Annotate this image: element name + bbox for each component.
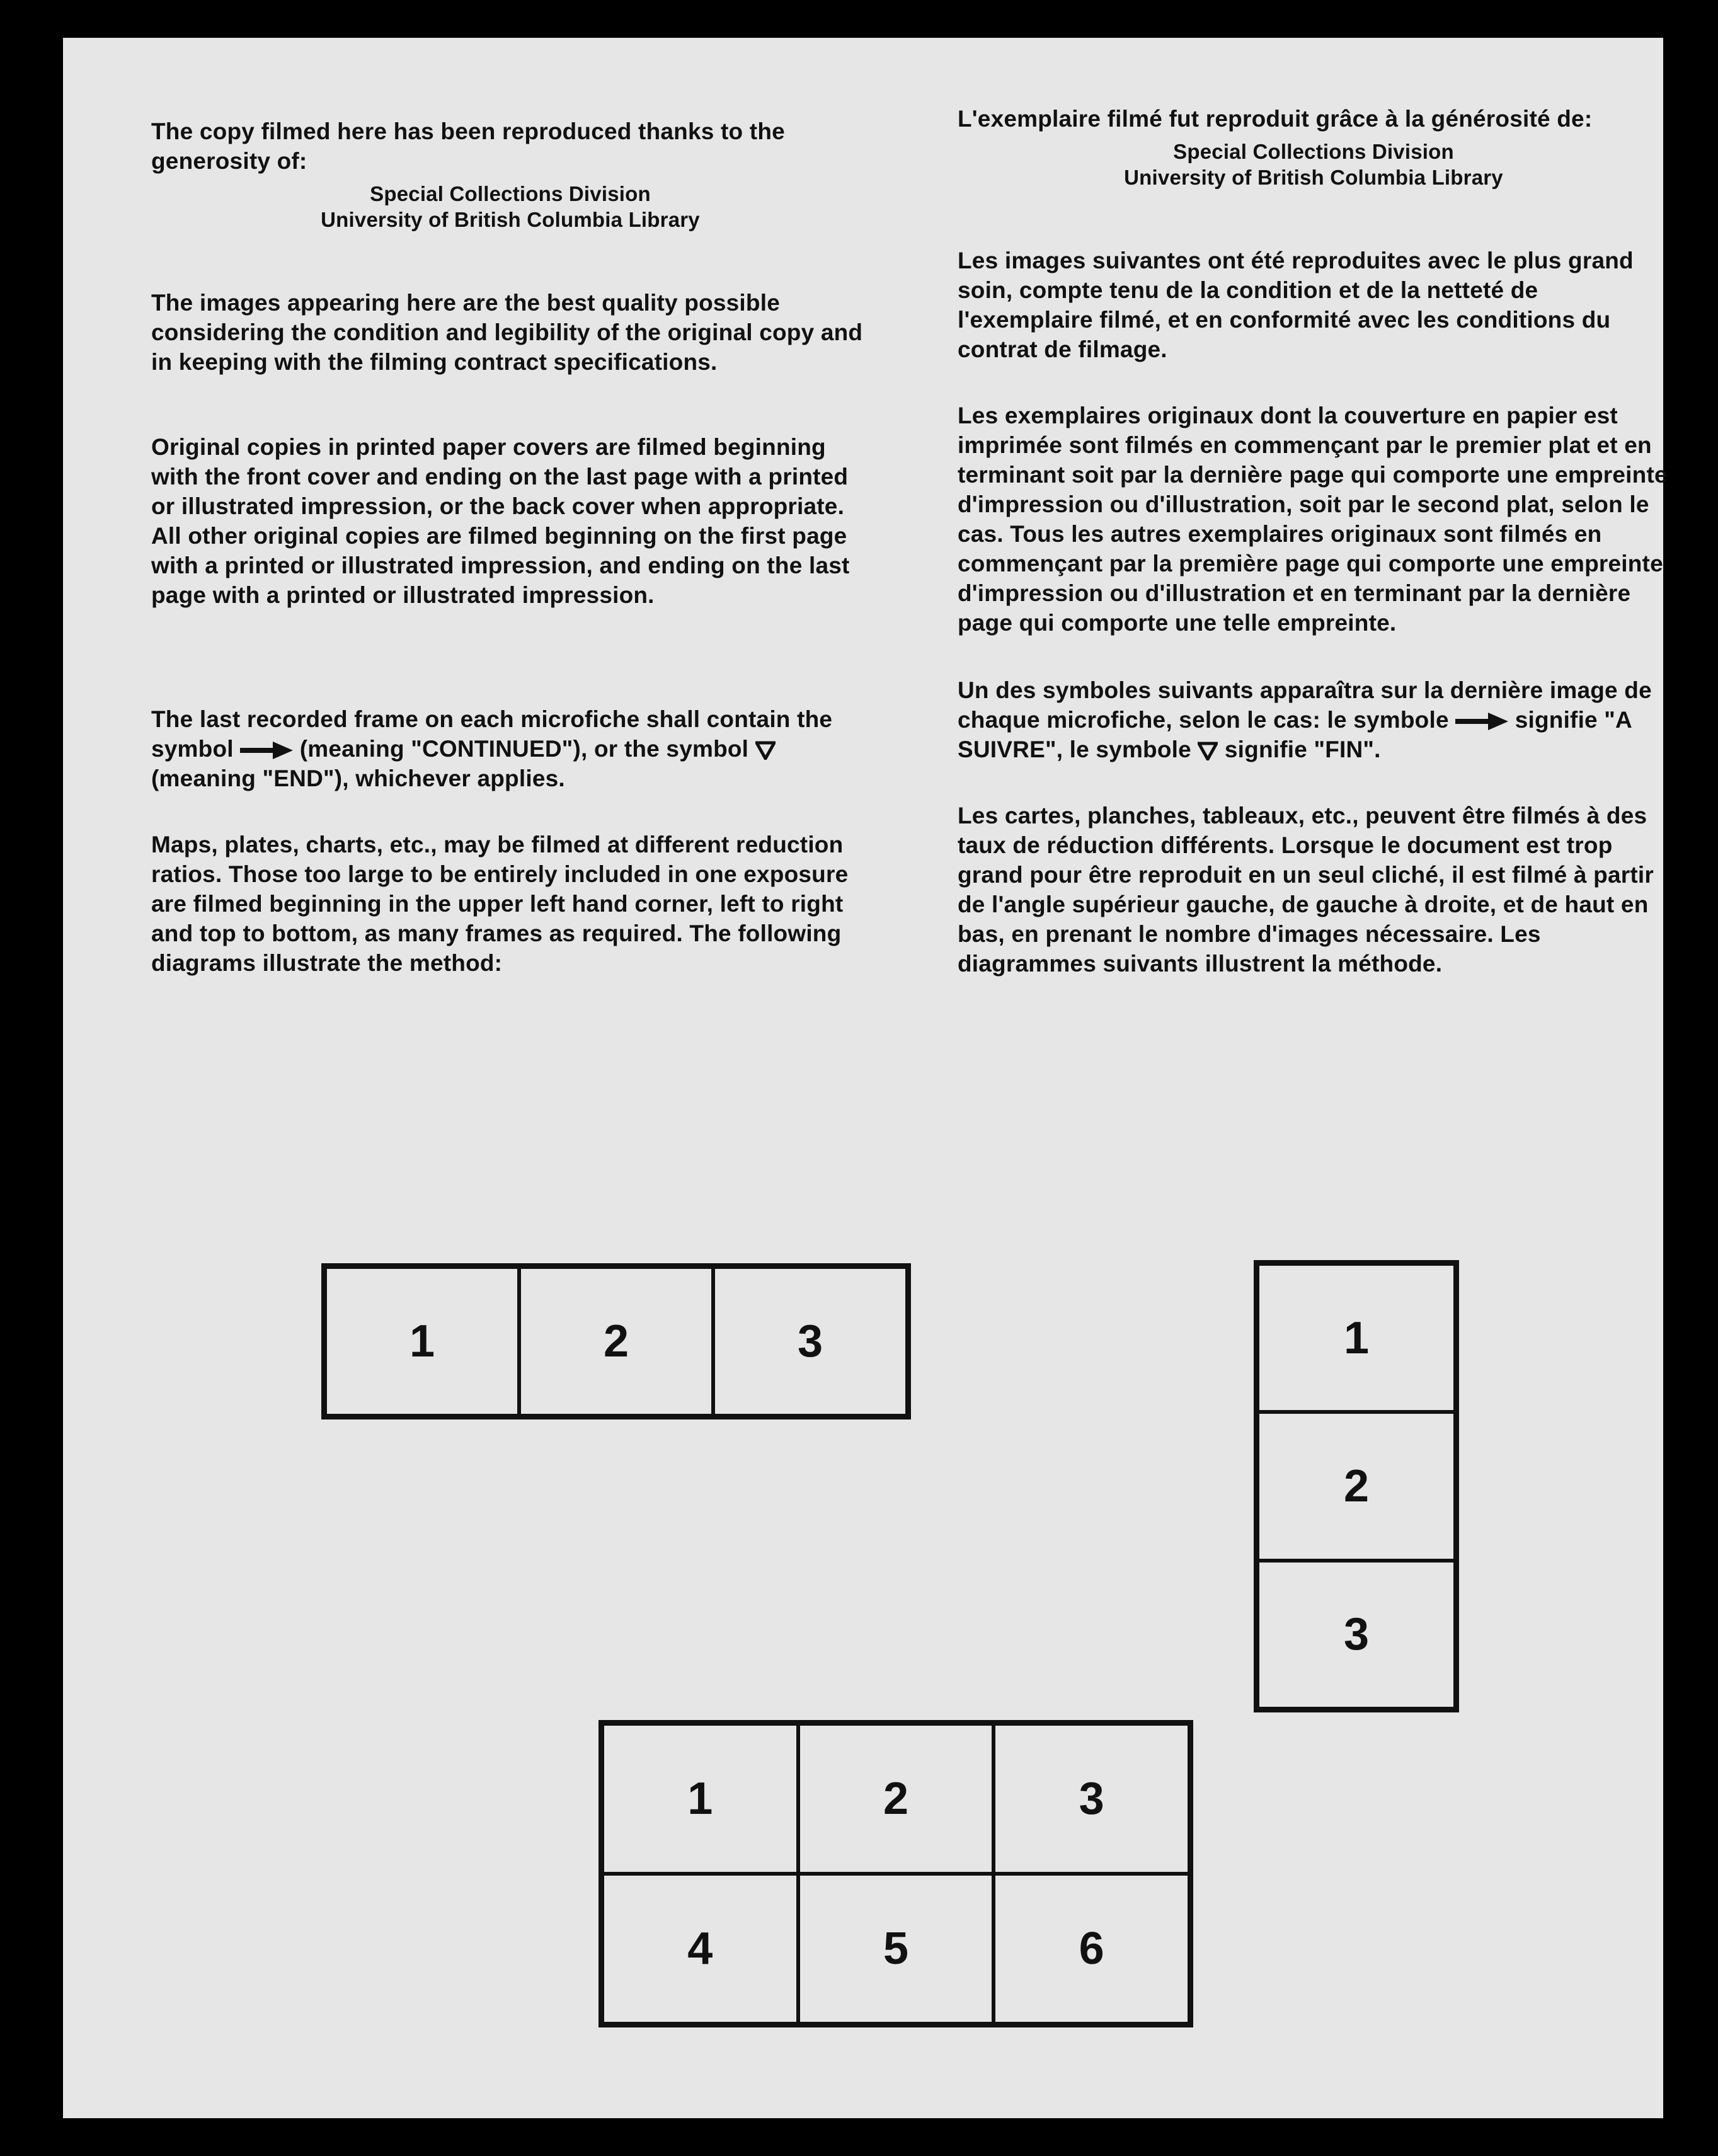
french-maps-paragraph: Les cartes, planches, tableaux, etc., peuvent être filmés à des taux de réduction différents. Lorsque le document est trop grand pour être reproduit en un seul cliché, il est filmé à partir de l'angle supérieur gauche, de gauche à droite, et de haut en bas, en prenant le nombre d'images nécessaire. Les diagrammes suivants illustrent la méthode. [958, 803, 1654, 977]
triangle-icon [1198, 742, 1218, 760]
english-symbols-text-1: The last recorded frame on each microfiche shall contain the symbol [151, 706, 833, 762]
arrow-icon [240, 742, 293, 759]
french-original-paragraph: Les exemplaires originaux dont la couverture en papier est imprimée sont filmés en commençant par le premier plat et en terminant soit par la dernière page qui comporte une empreinte d'impression ou d'illustration, soit par le second plat, selon le cas. Tous les autres exemplaires originaux sont filmés en commençant par la première page qui comporte une empreinte d'impression ou d'illustration et en terminant par la dernière page qui comporte une telle empreinte. [958, 403, 1668, 636]
english-symbols-text-2: (meaning "CONTINUED"), or the symbol [299, 736, 749, 762]
diagram-cell: 1 [325, 1267, 519, 1416]
french-symbols-text-1: Un des symboles suivants apparaîtra sur la dernière image de chaque microfiche, selon le cas: le symbole [958, 677, 1652, 733]
document-page [63, 38, 1668, 2118]
english-symbols-text-3: (meaning "END"), whichever applies. [151, 765, 565, 791]
french-column [958, 104, 1669, 978]
english-symbols-paragraph [151, 704, 869, 793]
english-quality-paragraph: The images appearing here are the best quality possible considering the condition and legibility of the original copy and in keeping with the filming contract specifications. [151, 290, 863, 375]
english-credit-library: University of British Columbia Library [321, 208, 700, 231]
diagram-cell: 5 [798, 1874, 994, 2024]
english-credit-division: Special Collections Division [370, 182, 651, 205]
french-symbols-paragraph [958, 675, 1669, 764]
arrow-icon [1455, 713, 1508, 730]
grid-diagram [598, 1720, 1193, 2027]
diagram-cell: 6 [994, 1874, 1189, 2024]
diagram-cell: 4 [602, 1874, 798, 2024]
english-original-paragraph: Original copies in printed paper covers are filmed beginning with the front cover and ending on the last page with a printed or illustrated impression, or the back cover when appropriate. All other original copies are filmed beginning on the first page with a printed or illustrated impression, and ending on the last page with a printed or illustrated impression. [151, 434, 850, 608]
diagram-cell: 2 [798, 1724, 994, 1874]
diagram-cell: 3 [713, 1267, 907, 1416]
diagram-cell: 3 [994, 1724, 1189, 1874]
french-symbols-text-3: signifie "FIN". [1224, 737, 1381, 762]
diagram-cell: 3 [1257, 1561, 1455, 1709]
diagram-cell: 1 [602, 1724, 798, 1874]
diagram-cell: 2 [1257, 1412, 1455, 1560]
french-credit-library: University of British Columbia Library [1124, 166, 1503, 189]
english-column [151, 117, 869, 978]
french-symbols-text-2: signifie "A SUIVRE", le symbole [958, 707, 1632, 762]
horizontal-diagram [321, 1263, 911, 1419]
english-intro: The copy filmed here has been reproduced thanks to the generosity of: [151, 118, 785, 174]
diagram-cell: 1 [1257, 1264, 1455, 1412]
english-maps-paragraph: Maps, plates, charts, etc., may be filmed at different reduction ratios. Those too large to be entirely included in one exposure are filmed beginning in the upper left hand corner, left to right and top to bottom, as many frames as required. The following diagrams illustrate the method: [151, 832, 849, 976]
french-credit-division: Special Collections Division [1173, 140, 1454, 163]
diagram-cell: 2 [519, 1267, 713, 1416]
vertical-diagram [1254, 1260, 1459, 1712]
french-quality-paragraph: Les images suivantes ont été reproduites avec le plus grand soin, compte tenu de la condition et de la netteté de l'exemplaire filmé, et en conformité avec les conditions du contrat de filmage. [958, 248, 1634, 362]
triangle-icon [755, 741, 776, 760]
french-intro: L'exemplaire filmé fut reproduit grâce à la générosité de: [958, 106, 1593, 132]
